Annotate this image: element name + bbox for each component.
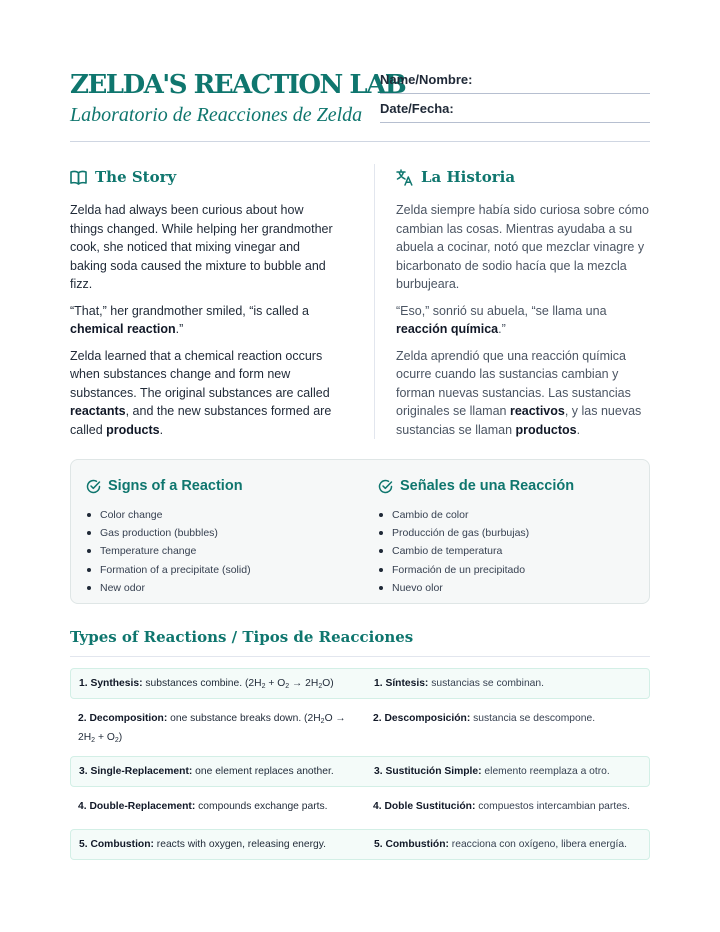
type-en-single-replacement: 3. Single-Replacement: one element replaces another. bbox=[79, 766, 334, 777]
table-row bbox=[70, 705, 650, 751]
list-item: Formación de un precipitado bbox=[378, 561, 574, 579]
name-label: Name/Nombre: bbox=[380, 72, 473, 87]
signs-list-en bbox=[86, 506, 251, 597]
list-item: New odor bbox=[86, 579, 251, 597]
type-en-double-replacement: 4. Double-Replacement: compounds exchange parts. bbox=[78, 801, 328, 812]
term-chemical-reaction: chemical reaction bbox=[70, 322, 176, 336]
check-circle-icon bbox=[86, 479, 101, 494]
date-label: Date/Fecha: bbox=[380, 101, 454, 116]
signs-panel bbox=[70, 459, 650, 604]
term-productos: productos bbox=[515, 422, 577, 437]
type-es-sintesis: 1. Síntesis: sustancias se combinan. bbox=[374, 678, 544, 689]
type-en-combustion: 5. Combustion: reacts with oxygen, releasing energy. bbox=[79, 839, 327, 850]
term-products: products bbox=[106, 422, 160, 437]
name-field[interactable] bbox=[380, 72, 650, 94]
types-title: Types of Reactions / Tipos de Reacciones bbox=[70, 628, 414, 646]
signs-heading-es bbox=[378, 476, 574, 496]
type-es-sustitucion-simple: 3. Sustitución Simple: elemento reemplaza a otro. bbox=[374, 766, 610, 777]
story-en-p2: “That,” her grandmother smiled, “is called a chemical reaction.” bbox=[70, 303, 309, 336]
list-item: Temperature change bbox=[86, 542, 251, 560]
book-icon bbox=[70, 170, 87, 185]
date-field[interactable] bbox=[380, 101, 650, 123]
table-row bbox=[70, 668, 650, 699]
story-es-p3: Zelda aprendió que una reacción química ocurre cuando las sustancias cambian y forman nuevas sustancias. Las sustancias originales se llaman reactivos, y las nuevas sustancias se llaman productos. bbox=[396, 348, 642, 437]
signs-list-es bbox=[378, 506, 574, 597]
type-es-descomposicion: 2. Descomposición: sustancia se descompone. bbox=[373, 713, 596, 724]
story-es-p2: “Eso,” sonrió su abuela, “se llama una reacción química.” bbox=[396, 303, 607, 336]
list-item: Cambio de color bbox=[378, 506, 574, 524]
page-subtitle: Laboratorio de Reacciones de Zelda bbox=[70, 104, 363, 126]
story-heading-es bbox=[396, 165, 650, 189]
translate-icon bbox=[396, 169, 413, 186]
types-divider bbox=[70, 656, 650, 657]
type-es-doble-sustitucion: 4. Doble Sustitución: compuestos intercambian partes. bbox=[373, 801, 630, 812]
term-reaccion-quimica: reacción química bbox=[396, 322, 499, 336]
story-spanish bbox=[396, 165, 650, 447]
list-item: Nuevo olor bbox=[378, 579, 574, 597]
signs-heading-es-text: Señales de una Reacción bbox=[400, 478, 575, 494]
header-divider bbox=[70, 141, 650, 142]
list-item: Gas production (bubbles) bbox=[86, 524, 251, 542]
signs-heading-en bbox=[86, 476, 251, 496]
story-en-p3: Zelda learned that a chemical reaction occurs when substances change and form new substances. The original substances are called reactants, and the new substances formed are called products. bbox=[70, 348, 332, 437]
page-title: ZELDA'S REACTION LAB bbox=[70, 70, 406, 100]
table-row bbox=[70, 756, 650, 787]
term-reactants: reactants bbox=[70, 404, 126, 418]
type-en-decomposition: 2. Decomposition: one substance breaks down. $(2H_2O \to 2H_2 + O_2)$ bbox=[78, 713, 346, 744]
list-item: Formation of a precipitate (solid) bbox=[86, 561, 251, 579]
list-item: Color change bbox=[86, 506, 251, 524]
story-heading-es-text: La Historia bbox=[421, 167, 516, 186]
list-item: Cambio de temperatura bbox=[378, 542, 574, 560]
column-divider bbox=[374, 164, 375, 439]
story-es-p1: Zelda siempre había sido curiosa sobre cómo cambian las cosas. Mientras ayudaba a su abuela a cocinar, notó que mezclar vinagre y bicarbonato de sodio hacía que la mezcla burbujeara. bbox=[396, 203, 649, 291]
signs-english bbox=[86, 476, 251, 597]
type-es-combustion: 5. Combustión: reacciona con oxígeno, libera energía. bbox=[374, 839, 627, 850]
list-item: Producción de gas (burbujas) bbox=[378, 524, 574, 542]
signs-spanish bbox=[378, 476, 574, 597]
signs-heading-en-text: Signs of a Reaction bbox=[108, 478, 243, 494]
table-row bbox=[70, 829, 650, 860]
check-circle-icon bbox=[378, 479, 393, 494]
term-reactivos: reactivos bbox=[509, 404, 565, 418]
type-en-synthesis: 1. Synthesis: substances combine. $(2H_2 + O_2 \to 2H_2O)$ bbox=[79, 678, 334, 690]
story-heading-en-text: The Story bbox=[95, 167, 177, 186]
story-english bbox=[70, 165, 338, 447]
story-heading-en bbox=[70, 165, 338, 189]
table-row bbox=[70, 792, 650, 822]
story-en-p1: Zelda had always been curious about how things changed. While helping her grandmother cook, she noticed that mixing vinegar and baking soda caused the mixture to bubble and fizz. bbox=[70, 203, 333, 291]
